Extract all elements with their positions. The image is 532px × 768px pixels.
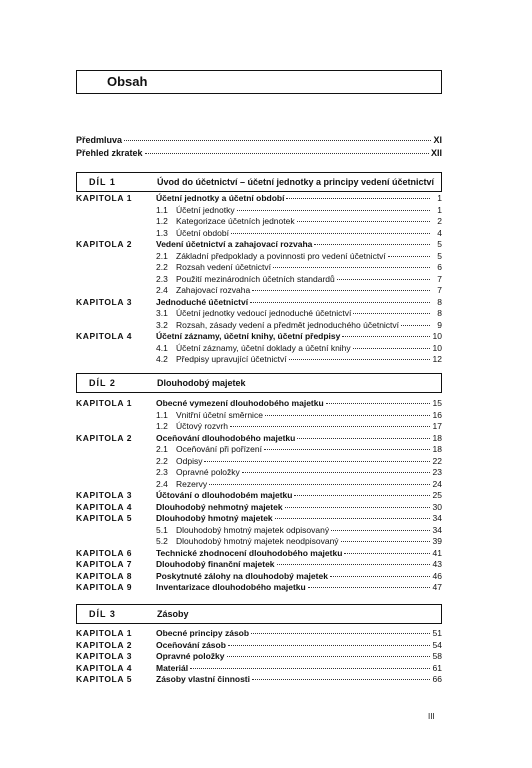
toc-entry (156, 536, 442, 548)
subchapter-row (76, 274, 442, 286)
front-matter (76, 134, 442, 160)
chapter-label: KAPITOLA 1 (76, 193, 133, 203)
entry-title: Účetní jednotky vedoucí jednoduché účetnictví (176, 308, 352, 318)
toc-entry (156, 628, 442, 640)
subchapter-row (76, 343, 442, 355)
chapter-row (76, 628, 442, 640)
chapter-row (76, 571, 442, 583)
toc-entry (156, 410, 442, 422)
toc-entry (156, 421, 442, 433)
dot-leader (204, 461, 430, 462)
subchapter-row (76, 205, 442, 217)
entry-title: Odpisy (176, 455, 203, 466)
section-number: 2.4 (156, 478, 168, 489)
subchapter-row (76, 251, 442, 263)
dot-leader (250, 302, 430, 303)
front-matter-title: Přehled zkratek (76, 148, 143, 158)
dot-leader (341, 541, 430, 542)
dot-leader (242, 472, 430, 473)
toc-entry (156, 674, 442, 686)
entry-title: Účetní záznamy, účetní doklady a účetní knihy (176, 342, 351, 353)
entry-page: 46 (432, 570, 442, 581)
chapter-label: KAPITOLA 4 (76, 331, 133, 341)
entry-page: 4 (437, 227, 442, 238)
dot-leader (190, 668, 430, 669)
toc-entry (156, 251, 442, 263)
dot-leader (265, 415, 430, 416)
subchapter-row (76, 421, 442, 433)
section-number: 2.1 (156, 250, 168, 261)
section-number: 5.2 (156, 536, 168, 546)
dot-leader (275, 518, 430, 519)
entry-page: 9 (437, 319, 442, 330)
entry-title: Předpisy upravující účetnictví (176, 354, 287, 364)
subchapter-row (76, 456, 442, 468)
front-matter-page: XII (430, 148, 442, 158)
chapter-label: KAPITOLA 2 (76, 639, 133, 650)
chapter-row (76, 548, 442, 560)
entry-title: Obecné principy zásob (156, 628, 250, 638)
page-number: III (428, 712, 435, 721)
entry-page: 58 (432, 651, 442, 661)
toc-entry (156, 479, 442, 491)
dot-leader (353, 313, 430, 314)
dot-leader (237, 210, 430, 211)
entry-page: 43 (432, 559, 442, 569)
entry-page: 1 (437, 204, 442, 215)
part-title: Dlouhodobý majetek (157, 378, 246, 388)
section-number: 3.2 (156, 319, 168, 330)
toc-entry (156, 343, 442, 355)
section-number: 2.3 (156, 273, 168, 284)
entry-title: Kategorizace účetních jednotek (176, 216, 295, 226)
section-number: 2.2 (156, 262, 168, 272)
dot-leader (277, 564, 430, 565)
entry-title: Rozsah vedení účetnictví (176, 262, 271, 272)
chapter-row (76, 559, 442, 571)
toc-entry (156, 490, 442, 502)
chapter-row (76, 297, 442, 309)
entry-title: Použití mezinárodních účetních standardů (176, 273, 335, 284)
entry-title: Dlouhodobý finanční majetek (156, 559, 275, 569)
entry-page: 18 (432, 444, 442, 454)
dot-leader (353, 348, 430, 349)
toc-entry (156, 502, 442, 514)
toc-entry (156, 456, 442, 468)
dot-leader (145, 153, 429, 154)
toc-entry (156, 320, 442, 332)
chapter-row (76, 490, 442, 502)
entry-page: 24 (432, 478, 442, 489)
entry-title: Obecné vymezení dlouhodobého majetku (156, 398, 324, 408)
chapter-row (76, 513, 442, 525)
subchapter-row (76, 354, 442, 366)
toc-entry (156, 216, 442, 228)
part-label: DÍL 3 (89, 609, 116, 619)
entry-page: 39 (432, 536, 442, 546)
dot-leader (252, 290, 430, 291)
entry-title: Opravné položky (176, 467, 240, 477)
chapter-label: KAPITOLA 5 (76, 513, 133, 523)
front-matter-title: Předmluva (76, 135, 123, 145)
entry-title: Vedení účetnictví a zahajovací rozvaha (156, 239, 313, 249)
entry-title: Účetní jednotky (176, 204, 235, 215)
entry-page: 10 (432, 331, 442, 341)
dot-leader (251, 633, 430, 634)
chapter-label: KAPITOLA 9 (76, 582, 133, 592)
dot-leader (326, 403, 430, 404)
chapter-row (76, 331, 442, 343)
entry-title: Opravné položky (156, 651, 225, 661)
entry-page: 23 (432, 467, 442, 477)
toc-entry (156, 433, 442, 445)
toc-entry (156, 285, 442, 297)
chapter-row (76, 651, 442, 663)
entry-page: 51 (432, 628, 442, 638)
subchapter-row (76, 308, 442, 320)
entry-page: 8 (437, 308, 442, 318)
entry-page: 25 (432, 490, 442, 500)
entry-title: Zahajovací rozvaha (176, 285, 251, 295)
chapter-row (76, 663, 442, 675)
toc-entry (156, 640, 442, 652)
dot-leader (297, 438, 430, 439)
entry-title: Základní předpoklady a povinnosti pro vedení účetnictví (176, 250, 386, 261)
entry-title: Oceňování dlouhodobého majetku (156, 432, 296, 443)
chapter-label: KAPITOLA 5 (76, 674, 133, 684)
toc-entry (156, 274, 442, 286)
part-label: DÍL 1 (89, 177, 116, 187)
entry-title: Rezervy (176, 478, 208, 489)
chapter-row (76, 674, 442, 686)
entry-page: 18 (432, 432, 442, 443)
front-matter-page: XI (433, 135, 442, 145)
chapter-row (76, 193, 442, 205)
dot-leader (344, 553, 430, 554)
entry-page: 41 (432, 547, 442, 558)
entry-title: Účetní jednotky a účetní období (156, 193, 285, 203)
entry-page: 61 (432, 662, 442, 673)
section-number: 2.2 (156, 455, 168, 466)
front-matter-line (76, 147, 442, 160)
toc-entry (156, 513, 442, 525)
toc-entry (156, 571, 442, 583)
chapter-label: KAPITOLA 6 (76, 547, 133, 558)
chapter-label: KAPITOLA 4 (76, 662, 133, 673)
section-number: 1.3 (156, 227, 168, 238)
entry-page: 15 (432, 398, 442, 408)
entry-title: Vnitřní účetní směrnice (176, 409, 263, 420)
entry-page: 16 (432, 409, 442, 420)
section-number: 2.3 (156, 467, 168, 477)
dot-leader (331, 530, 430, 531)
subchapter-row (76, 228, 442, 240)
section-number: 2.4 (156, 285, 168, 295)
entry-title: Zásoby vlastní činnosti (156, 674, 250, 684)
dot-leader (209, 484, 430, 485)
entry-title: Dlouhodobý hmotný majetek (156, 513, 273, 523)
chapter-row (76, 640, 442, 652)
entry-title: Dlouhodobý hmotný majetek odpisovaný (176, 524, 330, 535)
toc-entry (156, 525, 442, 537)
part-title: Zásoby (157, 609, 189, 619)
entry-page: 8 (437, 296, 442, 307)
chapter-label: KAPITOLA 3 (76, 651, 133, 661)
dot-leader (337, 279, 430, 280)
subchapter-row (76, 320, 442, 332)
entry-page: 6 (437, 262, 442, 272)
entry-page: 47 (432, 582, 442, 592)
subchapter-row (76, 444, 442, 456)
toc-entry (156, 663, 442, 675)
toc-entry (156, 548, 442, 560)
section-number: 4.1 (156, 342, 168, 353)
entry-title: Dlouhodobý hmotný majetek neodpisovaný (176, 536, 339, 546)
toc-entry (156, 582, 442, 594)
chapter-row (76, 398, 442, 410)
entry-page: 17 (432, 421, 442, 431)
entry-page: 54 (432, 639, 442, 650)
section-number: 1.1 (156, 204, 168, 215)
toc-entry (156, 239, 442, 251)
entry-page: 5 (437, 239, 442, 249)
part-header-box (76, 373, 442, 393)
dot-leader (401, 325, 430, 326)
entry-page: 7 (437, 273, 442, 284)
chapter-label: KAPITOLA 2 (76, 432, 133, 443)
chapter-label: KAPITOLA 3 (76, 490, 133, 500)
part-header-box (76, 172, 442, 192)
dot-leader (330, 576, 430, 577)
entry-title: Dlouhodobý nehmotný majetek (156, 501, 283, 512)
entry-page: 12 (432, 354, 442, 364)
toc-title-box (76, 70, 442, 94)
chapter-label: KAPITOLA 2 (76, 239, 133, 249)
dot-leader (286, 198, 430, 199)
dot-leader (230, 426, 430, 427)
section-number: 2.1 (156, 444, 168, 454)
section-number: 1.1 (156, 409, 168, 420)
chapter-label: KAPITOLA 8 (76, 570, 133, 581)
entry-page: 5 (437, 250, 442, 261)
dot-leader (294, 495, 430, 496)
dot-leader (314, 244, 430, 245)
section-number: 5.1 (156, 524, 168, 535)
toc-entry (156, 228, 442, 240)
part-entries (76, 398, 442, 594)
chapter-label: KAPITOLA 4 (76, 501, 133, 512)
dot-leader (308, 587, 430, 588)
entry-page: 22 (432, 455, 442, 466)
section-number: 1.2 (156, 421, 168, 431)
entry-page: 34 (432, 524, 442, 535)
subchapter-row (76, 536, 442, 548)
part-entries (76, 628, 442, 686)
dot-leader (285, 507, 430, 508)
chapter-row (76, 239, 442, 251)
subchapter-row (76, 262, 442, 274)
entry-title: Účtování o dlouhodobém majetku (156, 490, 293, 500)
entry-title: Oceňování při pořízení (176, 444, 262, 454)
dot-leader (289, 359, 430, 360)
section-number: 1.2 (156, 216, 168, 226)
chapter-label: KAPITOLA 1 (76, 398, 133, 408)
dot-leader (297, 221, 430, 222)
chapter-label: KAPITOLA 3 (76, 296, 133, 307)
toc-entry (156, 205, 442, 217)
subchapter-row (76, 479, 442, 491)
entry-title: Jednoduché účetnictví (156, 296, 249, 307)
entry-title: Oceňování zásob (156, 639, 226, 650)
entry-title: Technické zhodnocení dlouhodobého majetku (156, 547, 343, 558)
part-title: Úvod do účetnictví – účetní jednotky a principy vedení účetnictví (157, 177, 435, 187)
dot-leader (252, 679, 430, 680)
entry-title: Účetní období (176, 227, 229, 238)
dot-leader (227, 656, 431, 657)
dot-leader (231, 233, 430, 234)
front-matter-line (76, 134, 442, 147)
subchapter-row (76, 285, 442, 297)
section-number: 4.2 (156, 354, 168, 364)
toc-entry (156, 193, 442, 205)
toc-title: Obsah (107, 74, 148, 89)
part-header-box (76, 604, 442, 624)
chapter-label: KAPITOLA 1 (76, 628, 133, 638)
entry-title: Rozsah, zásady vedení a předmět jednoduchého účetnictví (176, 319, 400, 330)
entry-title: Materiál (156, 662, 189, 673)
toc-entry (156, 308, 442, 320)
section-number: 3.1 (156, 308, 168, 318)
subchapter-row (76, 216, 442, 228)
dot-leader (264, 449, 430, 450)
dot-leader (273, 267, 430, 268)
entry-title: Účetní záznamy, účetní knihy, účetní předpisy (156, 331, 341, 341)
part-label: DÍL 2 (89, 378, 116, 388)
subchapter-row (76, 467, 442, 479)
dot-leader (388, 256, 430, 257)
entry-title: Účtový rozvrh (176, 421, 228, 431)
entry-page: 34 (432, 513, 442, 523)
toc-entry (156, 297, 442, 309)
entry-page: 30 (432, 501, 442, 512)
chapter-row (76, 502, 442, 514)
entry-page: 2 (437, 216, 442, 226)
subchapter-row (76, 525, 442, 537)
subchapter-row (76, 410, 442, 422)
toc-entry (156, 651, 442, 663)
entry-page: 1 (437, 193, 442, 203)
toc-entry (156, 331, 442, 343)
toc-entry (156, 559, 442, 571)
toc-entry (156, 354, 442, 366)
dot-leader (228, 645, 430, 646)
entry-page: 66 (432, 674, 442, 684)
chapter-row (76, 582, 442, 594)
toc-entry (156, 262, 442, 274)
entry-page: 10 (432, 342, 442, 353)
toc-entry (156, 444, 442, 456)
entry-page: 7 (437, 285, 442, 295)
dot-leader (342, 336, 430, 337)
entry-title: Poskytnuté zálohy na dlouhodobý majetek (156, 570, 328, 581)
part-entries (76, 193, 442, 366)
toc-entry (156, 467, 442, 479)
dot-leader (124, 140, 431, 141)
entry-title: Inventarizace dlouhodobého majetku (156, 582, 306, 592)
chapter-label: KAPITOLA 7 (76, 559, 133, 569)
chapter-row (76, 433, 442, 445)
toc-entry (156, 398, 442, 410)
